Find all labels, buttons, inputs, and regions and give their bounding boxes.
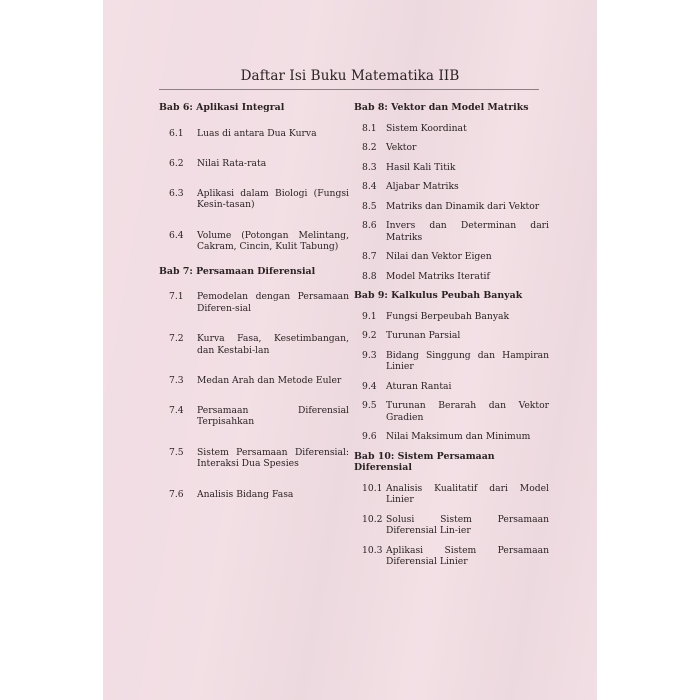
entry-number: 6.4 [169,229,184,241]
entry-number: 6.2 [169,158,184,169]
chapter-heading: Bab 7: Persamaan Diferensial [159,265,316,277]
chapter-heading: Bab 9: Kalkulus Peubah Banyak [354,290,523,301]
entry-title: Sistem Persamaan Diferensial: Interaksi Dua Spesies [197,446,349,469]
entry-title: Turunan Parsial [386,330,461,341]
toc-entry [362,381,549,393]
toc-left-column [159,102,349,500]
entry-number: 7.2 [169,333,184,344]
toc-entry [169,128,349,140]
entry-title: Volume (Potongan Melintang, Cakram, Cincin, Kulit Tabung) [197,229,349,252]
toc-entry [169,375,349,387]
entry-number: 7.1 [169,291,184,302]
toc-entry [169,447,349,470]
entry-title: Model Matriks Iteratif [386,270,490,282]
entry-title: Nilai dan Vektor Eigen [386,251,492,262]
entry-number: 6.3 [169,187,184,199]
entry-title: Analisis Kualitatif dari Model Linier [386,482,549,505]
title-rule [159,89,539,90]
entry-number: 9.1 [362,310,377,322]
entry-title: Pemodelan dengan Persamaan Diferen-sial [197,291,349,314]
entry-number: 8.1 [362,122,377,134]
entry-number: 8.7 [362,251,377,262]
entry-number: 8.3 [362,161,377,173]
entry-number: 10.2 [362,513,383,525]
toc-right-column [354,102,549,568]
entry-title: Analisis Bidang Fasa [197,488,294,500]
chapter-heading: Bab 8: Vektor dan Model Matriks [354,102,529,113]
toc-entry [362,330,549,342]
toc-entry [362,514,549,537]
entry-number: 8.5 [362,200,377,212]
entry-title: Sistem Koordinat [386,122,467,134]
entry-title: Nilai Maksimum dan Minimum [386,431,531,442]
entry-title: Aljabar Matriks [386,181,459,192]
entry-title: Aplikasi dalam Biologi (Fungsi Kesin-tasan) [197,187,349,210]
toc-entry [169,291,349,314]
entry-number: 9.2 [362,330,377,341]
entry-number: 9.5 [362,400,377,411]
entry-title: Luas di antara Dua Kurva [197,127,317,139]
toc-entry [362,483,549,506]
entry-number: 7.3 [169,375,184,386]
entry-title: Nilai Rata-rata [197,158,267,169]
toc-entry [169,333,349,356]
entry-title: Turunan Berarah dan Vektor Gradien [386,400,549,423]
entry-title: Aturan Rantai [386,380,452,392]
chapter-heading: Bab 6: Aplikasi Integral [159,102,285,113]
toc-entry [362,251,549,263]
toc-entry [169,405,349,428]
toc-entry [362,162,549,174]
entry-title: Hasil Kali Titik [386,161,456,173]
entry-number: 7.4 [169,404,184,416]
toc-entry [362,271,549,283]
entry-title: Invers dan Determinan dari Matriks [386,220,549,243]
entry-number: 10.3 [362,544,383,556]
entry-number: 8.2 [362,142,377,153]
chapter-heading: Bab 10: Sistem Persamaan Diferensial [354,450,495,473]
entry-title: Medan Arah dan Metode Euler [197,375,342,386]
entry-number: 9.3 [362,349,377,361]
page-title: Daftar Isi Buku Matematika IIB [240,68,460,84]
toc-entry [362,142,549,154]
document-page [103,0,597,700]
toc-entry [362,123,549,135]
entry-number: 7.5 [169,446,184,458]
toc-entry [169,489,349,501]
toc-entry [362,545,549,568]
toc-entry [169,230,349,253]
entry-title: Matriks dan Dinamik dari Vektor [386,200,540,212]
entry-title: Aplikasi Sistem Persamaan Diferensial Linier [386,544,549,567]
entry-number: 8.4 [362,181,377,192]
toc-entry [169,188,349,211]
toc-entry [362,220,549,243]
entry-title: Vektor [386,142,417,153]
toc-entry [362,311,549,323]
toc-entry [362,431,549,443]
toc-entry [362,201,549,213]
toc-entry [362,350,549,373]
entry-title: Persamaan Diferensial Terpisahkan [197,404,349,427]
entry-number: 9.4 [362,380,377,392]
entry-title: Kurva Fasa, Kesetimbangan, dan Kestabi-lan [197,333,349,356]
entry-number: 8.6 [362,220,377,231]
entry-number: 7.6 [169,488,184,500]
entry-title: Bidang Singgung dan Hampiran Linier [386,349,549,372]
entry-number: 6.1 [169,127,184,139]
entry-title: Fungsi Berpeubah Banyak [386,310,510,322]
entry-title: Solusi Sistem Persamaan Diferensial Lin-ier [386,513,549,536]
toc-entry [362,400,549,423]
entry-number: 10.1 [362,482,383,494]
entry-number: 9.6 [362,431,377,442]
toc-entry [169,158,349,170]
toc-entry [362,181,549,193]
entry-number: 8.8 [362,270,377,282]
